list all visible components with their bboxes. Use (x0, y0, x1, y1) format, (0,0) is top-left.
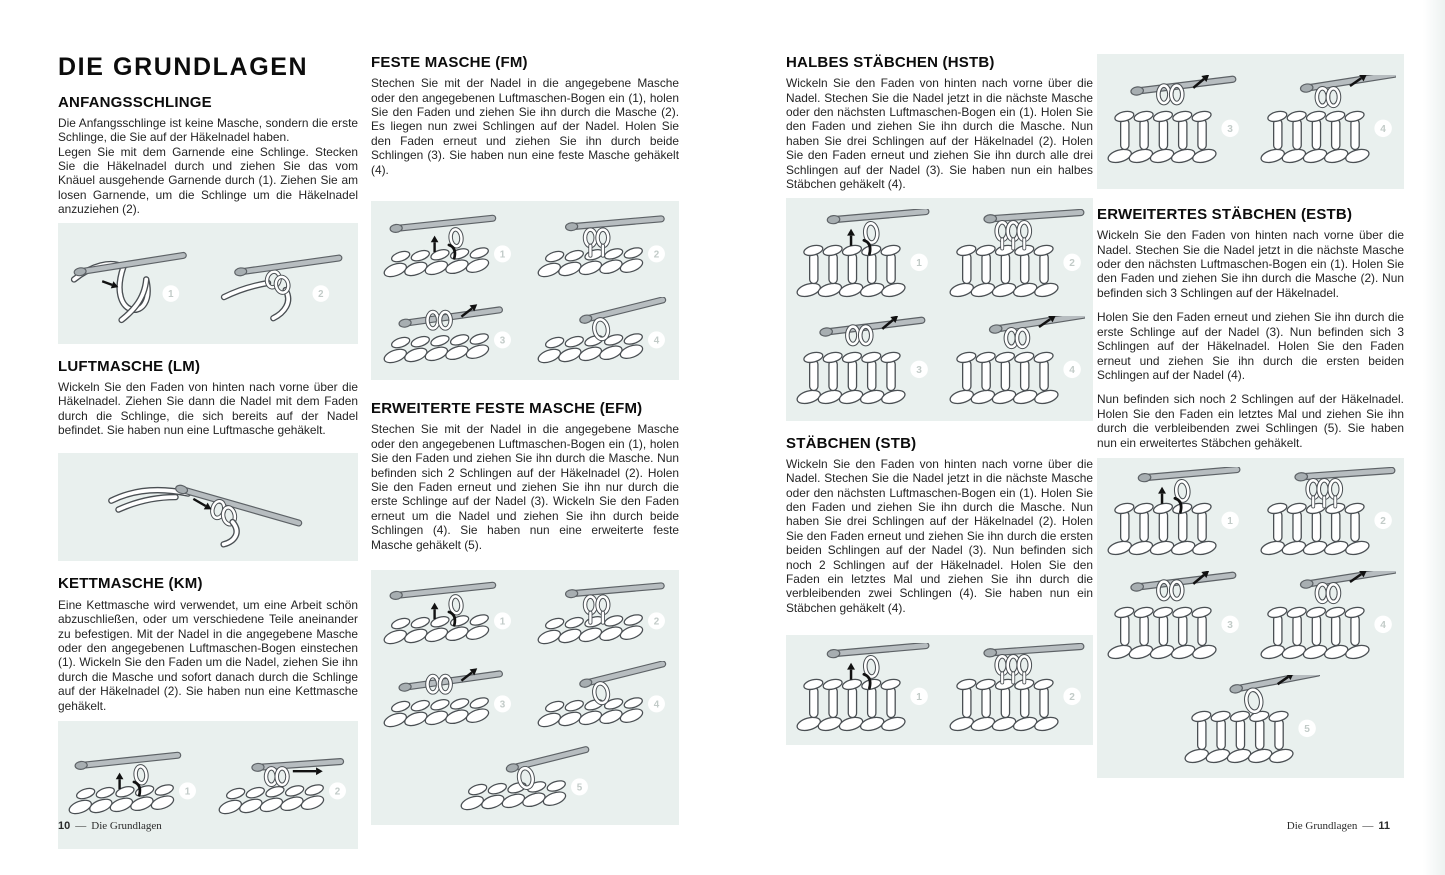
illustration-panel-estb (1097, 458, 1404, 778)
crochet-step-figure (1105, 571, 1243, 665)
section-erweiterte-feste-masche (371, 400, 679, 825)
svg-text:3: 3 (1227, 123, 1233, 135)
svg-text:2: 2 (1380, 515, 1387, 527)
svg-text:2: 2 (1069, 692, 1076, 704)
section-anfangsschlinge (58, 94, 358, 344)
body-paragraph: Eine Kettmasche wird verwendet, um eine Arbeit schön abzuschließen, oder um verschiedene Teile aneinander zu befestigen. Mit der Nadel in die angegebene Masche oder den angegebenen Luftmaschen-Bogen einstechen (1). Wickeln Sie den Faden um die Nadel, ziehen Sie ihn durch die Masche und sofort danach durch die Schlinge auf der Häkelnadel (2). Sie haben nun eine Kettmasche gehäkelt. (58, 597, 358, 713)
illustration-panel-stb-steps-3-4 (1097, 54, 1404, 189)
svg-text:1: 1 (916, 257, 922, 269)
crochet-step-figure (67, 239, 199, 327)
crochet-step-figure (1105, 467, 1243, 561)
crochet-step-figure (106, 465, 311, 550)
body-paragraph: Nun befinden sich noch 2 Schlingen auf der Häkelnadel. Holen Sie den Faden ein letztes Mal und ziehen Sie ihn durch die verbleibenden zwei Schlingen (5). Sie haben nun ein erweitertes Stäbchen gehäkelt. (1097, 392, 1404, 450)
body-paragraph: Wickeln Sie den Faden von hinten nach vorne über die Häkelnadel. Ziehen Sie dann die Nadel mit dem Faden durch die Schlinge, die sich bereits auf der Nadel befindet. Sie haben nun eine Luftmasche gehäkelt. (58, 379, 358, 438)
svg-text:4: 4 (1380, 123, 1387, 135)
section-heading-kettmasche: KETTMASCHE (KM) (58, 575, 203, 593)
section-heading-stb: STÄBCHEN (STB) (786, 434, 917, 452)
illustration-panel-efm (371, 570, 679, 825)
illustration-panel-stb-steps-1-2 (786, 635, 1093, 745)
page-edge-shading (1423, 0, 1445, 875)
svg-text:5: 5 (1303, 724, 1310, 736)
crochet-step-figure (381, 661, 515, 734)
page-number-left: 10 (58, 820, 71, 832)
section-heading-anfangsschlinge: ANFANGSSCHLINGE (58, 93, 212, 111)
page-title: DIE GRUNDLAGEN (58, 53, 309, 81)
svg-text:4: 4 (1380, 619, 1387, 631)
svg-text:2: 2 (653, 616, 660, 628)
footer-separator: — (75, 820, 87, 832)
body-paragraph: Legen Sie mit dem Garnende eine Schlinge. Stecken Sie die Häkelnadel durch und ziehen Sie das vom Knäuel ausgehende Garnende durch (1). Ziehen Sie am losen Garnende, um die Schlinge um die Häkelnadel anzuziehen (2). (58, 144, 358, 217)
svg-text:5: 5 (576, 782, 583, 794)
svg-text:2: 2 (318, 289, 324, 301)
crochet-step-figure (66, 748, 200, 821)
crochet-step-figure (1258, 75, 1396, 169)
crochet-step-figure (1258, 467, 1396, 561)
svg-text:3: 3 (499, 699, 506, 711)
crochet-step-figure (947, 209, 1085, 303)
crochet-step-figure (947, 316, 1085, 410)
section-heading-luftmasche: LUFTMASCHE (LM) (58, 357, 201, 375)
footer-label: Die Grundlagen (91, 820, 162, 832)
section-kettmasche (58, 575, 358, 849)
footer-label: Die Grundlagen (1286, 820, 1358, 832)
svg-text:4: 4 (653, 699, 660, 711)
body-paragraph: Stechen Sie mit der Nadel in die angegebene Masche oder den angegebenen Luftmaschen-Bogen ein (1), holen Sie den Faden und ziehen Sie ihn durch die Masche (2). Es liegen nun zwei Schlingen auf der Nadel. Holen Sie den Faden erneut und ziehen Sie ihn durch beide Schlingen (3). Sie haben nun eine feste Masche gehäkelt (4). (371, 76, 679, 177)
svg-text:1: 1 (184, 786, 191, 798)
section-heading-estb: ERWEITERTES STÄBCHEN (ESTB) (1097, 206, 1353, 223)
crochet-step-figure (947, 643, 1085, 737)
crochet-step-figure (381, 578, 515, 651)
svg-text:1: 1 (499, 616, 506, 628)
section-heading-hstb: HALBES STÄBCHEN (HSTB) (786, 54, 995, 71)
right-page-column-1 (786, 54, 1093, 745)
section-heading-efm: ERWEITERTE FESTE MASCHE (EFM) (371, 400, 643, 418)
crochet-step-figure (535, 661, 669, 734)
svg-text:3: 3 (1227, 619, 1233, 631)
illustration-panel-luftmasche (58, 453, 358, 561)
crochet-step-figure (216, 748, 350, 821)
section-halbes-staebchen (786, 54, 1093, 421)
body-paragraph: Die Anfangsschlinge ist keine Masche, sondern die erste Schlinge, die Sie auf der Häkelnadel haben. (58, 115, 358, 145)
section-staebchen (786, 435, 1093, 746)
svg-text:1: 1 (499, 249, 506, 261)
body-paragraph: Wickeln Sie den Faden von hinten nach vorne über die Nadel. Stechen Sie die Nadel jetzt in die nächste Masche oder den nächsten Luftmaschen-Bogen ein (1). Holen Sie den Faden und ziehen Sie ihn durch die Masche. Nun haben Sie drei Schlingen auf der Häkelnadel (2). Holen Sie den Faden erneut und ziehen Sie ihn durch die ersten beiden Schlingen auf der Nadel (3). Nun befinden sich noch 2 Schlingen auf der Häkelnadel. Holen Sie den Faden ein letztes Mal und ziehen Sie ihn durch die verbleibenden zwei Schlingen (4). Sie haben nun ein Stäbchen gehäkelt (4). (786, 456, 1093, 615)
svg-text:3: 3 (916, 364, 922, 376)
svg-text:1: 1 (168, 289, 174, 301)
crochet-step-figure (1258, 571, 1396, 665)
section-heading-fm: FESTE MASCHE (FM) (371, 54, 528, 71)
crochet-step-figure (381, 211, 515, 284)
crochet-step-figure (535, 578, 669, 651)
footer-separator: — (1362, 820, 1374, 832)
crochet-step-figure (794, 209, 932, 303)
crochet-step-figure (794, 643, 932, 737)
footer-left (58, 820, 162, 832)
crochet-step-figure (1105, 75, 1243, 169)
left-page-column-1 (58, 54, 358, 849)
svg-text:1: 1 (916, 692, 922, 704)
crochet-step-figure (794, 316, 932, 410)
svg-text:4: 4 (1069, 364, 1076, 376)
illustration-panel-anfangsschlinge (58, 223, 358, 344)
svg-text:2: 2 (334, 786, 341, 798)
left-page-column-2 (371, 54, 679, 825)
crochet-step-figure (458, 744, 592, 817)
section-feste-masche (371, 54, 679, 380)
page-number-right: 11 (1378, 820, 1390, 832)
crochet-step-figure (535, 211, 669, 284)
illustration-panel-hstb (786, 198, 1093, 421)
right-page-column-2 (1097, 54, 1404, 778)
svg-text:1: 1 (1227, 515, 1233, 527)
crochet-step-figure (535, 297, 669, 370)
crochet-step-figure (1182, 675, 1320, 769)
crochet-step-figure (381, 297, 515, 370)
svg-text:4: 4 (653, 335, 660, 347)
svg-text:2: 2 (653, 249, 660, 261)
footer-right (1287, 820, 1390, 832)
body-paragraph: Stechen Sie mit der Nadel in die angegebene Masche oder den angegebenen Luftmaschen-Bogen ein (1), holen Sie den Faden und ziehen Sie ihn durch die Masche. Nun befinden sich 2 Schlingen auf der Häkelnadel (2). Holen Sie den Faden erneut und ziehen Sie ihn nur durch die erste Schlinge auf der Nadel (3). Wickeln Sie den Faden erneut um die Nadel und ziehen Sie ihn durch beide Schlingen (4). Sie haben nun eine erweiterte feste Masche gehäkelt (5). (371, 422, 679, 552)
body-paragraph: Holen Sie den Faden erneut und ziehen Sie ihn durch die erste Schlinge auf der Nadel (3). Nun befinden sich 3 Schlingen auf der Häkelnadel. Holen Sie den Faden erneut und ziehen Sie ihn durch die ersten beiden Schlingen auf der Nadel (4). (1097, 310, 1404, 382)
section-erweitertes-staebchen (1097, 206, 1404, 778)
body-paragraph: Wickeln Sie den Faden von hinten nach vorne über die Nadel. Stechen Sie die Nadel jetzt in die nächste Masche oder den nächsten Luftmaschen-Bogen ein (1). Holen Sie den Faden und ziehen Sie ihn durch die Masche (2). Nun befinden sich 3 Schlingen auf der Häkelnadel. (1097, 228, 1404, 300)
illustration-panel-fm (371, 201, 679, 380)
section-luftmasche (58, 358, 358, 562)
crochet-step-figure (217, 239, 349, 327)
svg-text:2: 2 (1069, 257, 1076, 269)
svg-text:3: 3 (499, 335, 506, 347)
body-paragraph: Wickeln Sie den Faden von hinten nach vorne über die Nadel. Stechen Sie die Nadel jetzt in die nächste Masche oder den nächsten Luftmaschen-Bogen ein (1). Holen Sie den Faden und ziehen Sie ihn durch die Masche. Nun haben Sie drei Schlingen auf der Häkelnadel (2). Holen Sie den Faden erneut und ziehen Sie ihn durch alle drei Schlingen auf der Nadel (3). Sie haben nun ein halbes Stäbchen gehäkelt (4). (786, 76, 1093, 192)
